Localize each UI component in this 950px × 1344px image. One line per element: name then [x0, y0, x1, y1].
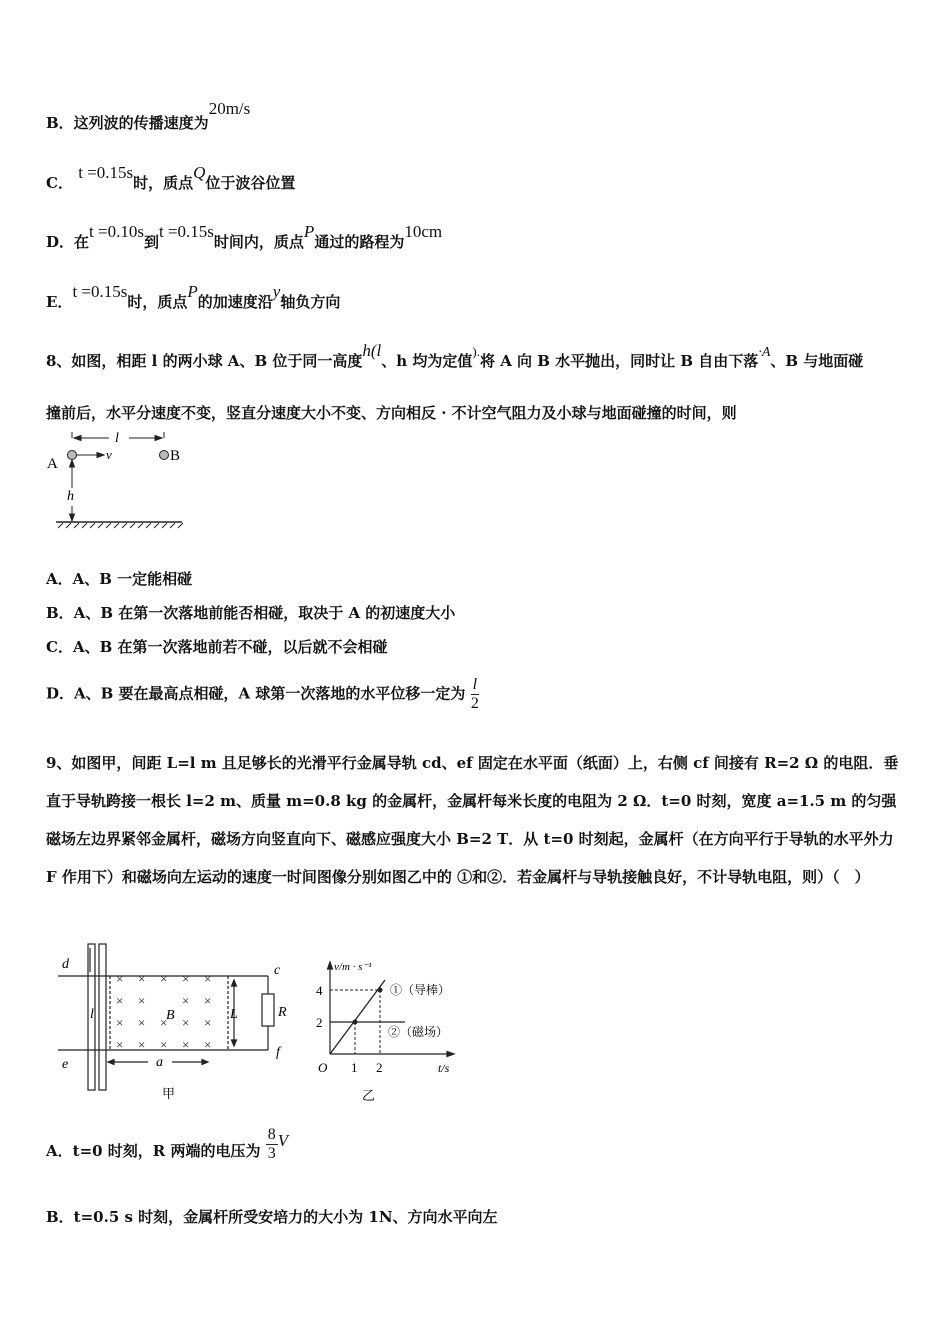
q8-fig-A: A: [47, 456, 58, 472]
q8-paren: ).: [472, 344, 480, 359]
q8-stem-line2: 撞前后，水平分速度不变，竖直分速度大小不变、方向相反 · 不计空气阻力及小球与地面碰撞的时间，则: [46, 404, 737, 422]
q8-stem-line1: [46, 341, 864, 371]
yi-ytick: 4: [316, 983, 323, 998]
jia-a: a: [156, 1055, 163, 1070]
svg-text:×: ×: [116, 971, 124, 986]
svg-text:×: ×: [204, 1037, 212, 1052]
q9-a-den: 3: [267, 1145, 276, 1162]
jia-L: L: [230, 1007, 238, 1022]
yi-xtick: 1: [351, 1060, 358, 1075]
jia-l: l: [90, 1007, 94, 1022]
q7-e-axis: y: [272, 282, 281, 301]
q7-e-label: E．: [46, 293, 73, 311]
q9-a-num: 8: [267, 1126, 276, 1143]
q9-option-b: B．t=0.5 s 时刻，金属杆所受安培力的大小为 1N、方向水平向左: [46, 1208, 498, 1226]
q8-fig-v: v: [106, 447, 112, 462]
yi-legend-label: ②（磁场）: [388, 1025, 449, 1039]
q7-e-mid: 时，质点: [127, 293, 188, 311]
svg-text:×: ×: [116, 1015, 124, 1030]
yi-xtick: 2: [376, 1060, 383, 1075]
q8-fig-B: B: [170, 448, 181, 464]
q8-stem-part1: 8、如图，相距 l 的两小球 A、B 位于同一高度: [46, 352, 363, 370]
svg-text:×: ×: [116, 993, 124, 1008]
q8-dotA: ·A: [758, 345, 771, 360]
q7-e-mid2: 的加速度沿: [197, 293, 273, 311]
svg-text:×: ×: [138, 1015, 146, 1030]
yi-ylabel: v/m · s⁻¹: [334, 961, 372, 973]
svg-text:×: ×: [160, 971, 168, 986]
q7-option-b: [46, 99, 251, 133]
svg-text:×: ×: [138, 971, 146, 986]
svg-text:×: ×: [138, 1037, 146, 1052]
q9-figure-jia: [58, 942, 298, 1110]
q8-stem-part4: 、B 与地面碰: [770, 352, 864, 370]
q9-a-fraction: [266, 1126, 278, 1163]
q9-figure-yi: [310, 950, 480, 1110]
jia-R: R: [278, 1005, 287, 1020]
q8-d-text: D．A、B 要在最高点相碰，A 球第一次落地的水平位移一定为: [46, 684, 466, 703]
yi-series-line: [330, 980, 385, 1054]
q8-option-b: B．A、B 在第一次落地前能否相碰，取决于 A 的初速度大小: [46, 604, 456, 622]
q7-d-point: P: [303, 222, 315, 241]
q9-a-text: A．t=0 时刻，R 两端的电压为: [46, 1142, 261, 1160]
q8-fig-h: h: [67, 489, 74, 504]
q8-figure: [44, 428, 194, 536]
q8-d-num: l: [472, 676, 478, 693]
svg-text:×: ×: [204, 971, 212, 986]
jia-B: B: [166, 1008, 175, 1023]
q7-e-point: P: [187, 282, 198, 301]
q8-option-a: A．A、B 一定能相碰: [46, 570, 193, 588]
q8-hl: h(l: [362, 341, 382, 360]
yi-xlabel: t/s: [438, 1061, 450, 1075]
q7-d-time1: t =0.10s: [89, 222, 144, 241]
jia-e: e: [62, 1057, 69, 1072]
q9-a-unit: V: [277, 1131, 289, 1150]
q7-c-label: C．: [46, 174, 73, 192]
q7-option-d: [46, 222, 443, 252]
q7-d-tail: 通过的路程为: [314, 233, 405, 251]
q7-b-text: B．这列波的传播速度为: [46, 114, 209, 132]
q7-e-tail: 轴负方向: [280, 293, 341, 311]
q7-d-time2: t =0.15s: [158, 222, 214, 241]
svg-text:×: ×: [160, 1015, 168, 1030]
q8-fig-l: l: [115, 431, 119, 446]
q7-e-time: t =0.15s: [72, 282, 128, 301]
q7-c-tail: 位于波谷位置: [205, 174, 296, 192]
svg-text:×: ×: [204, 993, 212, 1008]
q8-option-d: [46, 676, 479, 713]
svg-text:×: ×: [182, 971, 190, 986]
svg-text:×: ×: [138, 993, 146, 1008]
q8-option-c: C．A、B 在第一次落地前若不碰，以后就不会相碰: [46, 638, 388, 656]
yi-origin: O: [318, 1060, 328, 1075]
svg-text:×: ×: [182, 993, 190, 1008]
q7-b-speed: 20m/s: [208, 99, 251, 118]
yi-legend-label: ①（导棒）: [390, 983, 451, 997]
q8-stem-part3: 将 A 向 B 水平抛出，同时让 B 自由下落: [479, 352, 759, 370]
yi-point: [378, 988, 383, 993]
svg-text:×: ×: [204, 1015, 212, 1030]
q7-d-distance: 10cm: [404, 222, 443, 241]
q7-d-mid: 时间内，质点: [213, 233, 304, 251]
svg-text:×: ×: [182, 1015, 190, 1030]
q7-c-time: t =0.15s: [78, 163, 134, 182]
q7-d-label: D．在: [46, 233, 90, 251]
q7-option-e: [46, 282, 341, 312]
q8-d-den: 2: [470, 695, 479, 712]
jia-caption: 甲: [162, 1086, 176, 1101]
svg-text:×: ×: [116, 1037, 124, 1052]
yi-caption: 乙: [362, 1088, 376, 1103]
yi-ytick: 2: [316, 1015, 323, 1030]
q7-c-point: Q: [193, 163, 206, 182]
yi-point: [353, 1020, 358, 1025]
q9-stem: 9、如图甲，间距 L=l m 且足够长的光滑平行金属导轨 cd、ef 固定在水平面（纸面）上，右侧 cf 间接有 R=2 Ω 的电阻．垂直于导轨跨接一根长 l=2 m、质量 m=0.8 kg 的金属杆，金属杆每米长度的电阻为 2 Ω．t=0 时刻，宽度 a=1.5 m 的匀强磁场左边界紧邻金属杆，磁场方向竖直向下、磁感应强度大小 B=2 T．从 t=0 时刻起，金属杆（在方向平行于导轨的水平外力 F 作用下）和磁场向左运动的速度一时间图像分别如图乙中的 ①和②．若金属杆与导轨接触良好，不计导轨电阻，则）（ ）: [46, 754, 899, 886]
q7-c-mid: 时，质点: [133, 174, 194, 192]
svg-text:×: ×: [182, 1037, 190, 1052]
jia-c: c: [274, 963, 281, 978]
q7-d-to: 到: [143, 233, 159, 251]
svg-text:×: ×: [160, 1037, 168, 1052]
q7-option-c: [46, 163, 296, 193]
q9-option-a: [46, 1126, 288, 1163]
q8-d-fraction: [471, 676, 479, 713]
q8-stem-part2: 、h 均为定值: [381, 352, 473, 370]
jia-f: f: [276, 1045, 280, 1060]
jia-d: d: [62, 957, 69, 972]
